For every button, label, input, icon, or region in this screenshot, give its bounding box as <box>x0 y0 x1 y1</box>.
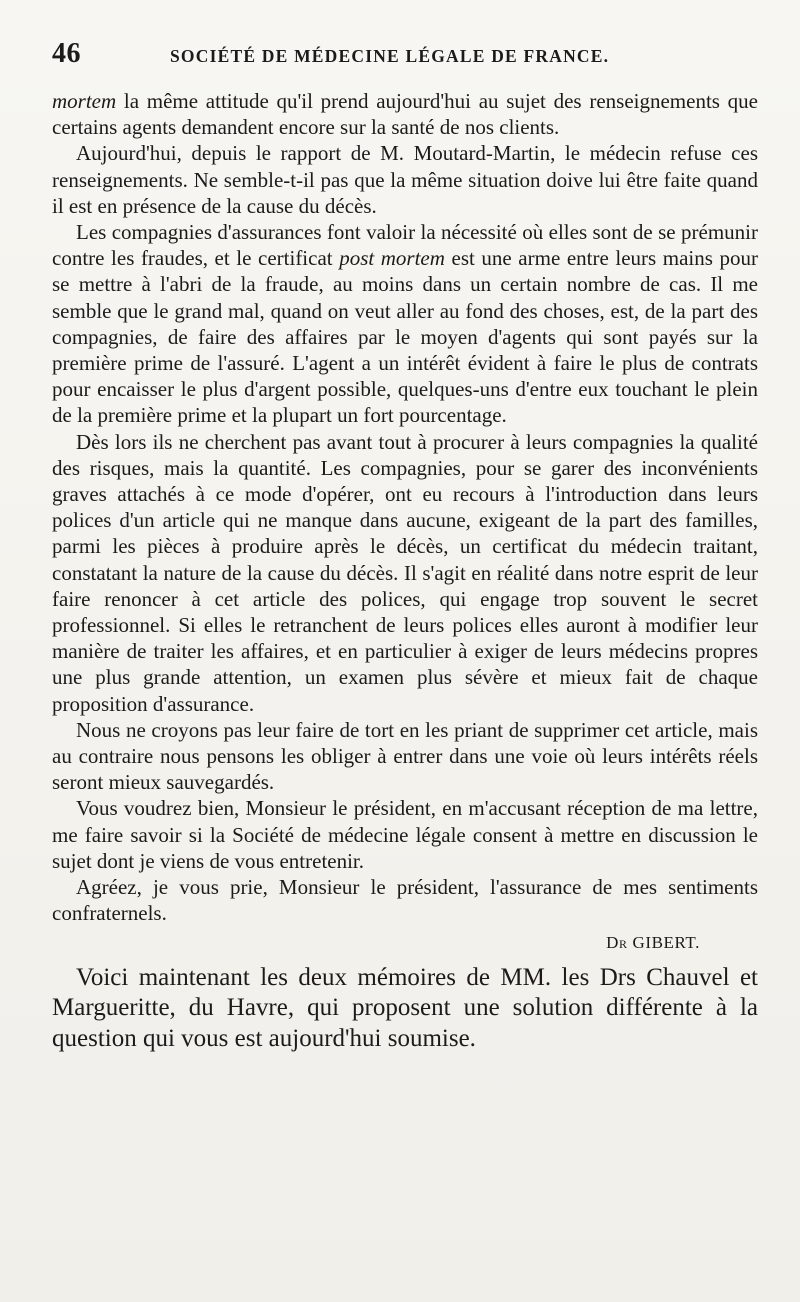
paragraph-continuation <box>52 88 758 140</box>
italic-term: mortem <box>52 89 117 113</box>
italic-term: post mortem <box>339 246 445 271</box>
paragraph-text: la même attitude qu'il prend aujourd'hui au sujet des renseignements que certains agents demandent encore sur la santé de nos clients. <box>52 89 758 140</box>
paragraph-text: est une arme entre leurs mains pour se mettre à l'abri de la fraude, au moins dans un certain nombre de cas. Il me semble que le grand mal, quand on veut aller au fond des choses, est, de la part des compagnies, de faire des affaires par le moyen d'agents qui sont payés sur la première prime de l'assuré. L'agent a un intérêt évident à faire le plus de contrats pour encaisser le plus d'argent possible, quelques-uns d'entre eux touchant le plein de la première prime et la plupart un fort pourcentage. <box>52 246 758 428</box>
paragraph: Aujourd'hui, depuis le rapport de M. Moutard-Martin, le médecin refuse ces renseignements. Ne semble-t-il pas que la même situation doive lui être faite quand il est en présence de la cause du décès. <box>52 141 758 218</box>
signature: Dr GIBERT. <box>606 932 700 952</box>
paragraph: Agréez, je vous prie, Monsieur le président, l'assurance de mes sentiments confraternels. <box>52 875 758 926</box>
running-head <box>52 38 758 82</box>
page-number: 46 <box>52 38 81 69</box>
running-title: SOCIÉTÉ DE MÉDECINE LÉGALE DE FRANCE. <box>170 46 610 66</box>
paragraph: Vous voudrez bien, Monsieur le président, en m'accusant réception de ma lettre, me faire savoir si la Société de médecine légale consent à mettre en discussion le sujet dont je viens de vous entretenir. <box>52 796 758 873</box>
paragraph-text: Les compagnies d'assurances font valoir la nécessité où elles sont de se prémunir contre les fraudes, et le certificat <box>52 220 758 271</box>
paragraph: Nous ne croyons pas leur faire de tort en les priant de supprimer cet article, mais au contraire nous pensons les obliger à entrer dans une voie où leurs intérêts réels seront mieux sauvegardés. <box>52 717 758 795</box>
paragraph: Dès lors ils ne cherchent pas avant tout à procurer à leurs compagnies la qualité des risques, mais la quantité. Les compagnies, pour se garer des inconvénients graves attachés à ce mode d'opérer, ont eu recours à l'introduction dans leurs polices d'un article qui ne manque dans aucune, exigeant de la part des familles, parmi les pièces à produire après le décès, un certificat du médecin traitant, constatant la nature de la cause du décès. Il s'agit en réalité dans notre esprit de leur faire renoncer à cet article des polices, qui engage trop souvent le secret professionnel. Si elles le retranchent de leurs polices elles auront à modifier leur manière de traiter les affaires, et en particulier à exiger de leurs médecins propres une plus grande attention, un examen plus sévère et mieux fait de chaque proposition d'assurance. <box>52 429 758 716</box>
paragraph <box>52 219 758 429</box>
closing-paragraph: Voici maintenant les deux mémoires de MM. les Drs Chauvel et Margueritte, du Havre, qui proposent une solution différente à la question qui vous est aujourd'hui soumise. <box>52 963 758 1052</box>
